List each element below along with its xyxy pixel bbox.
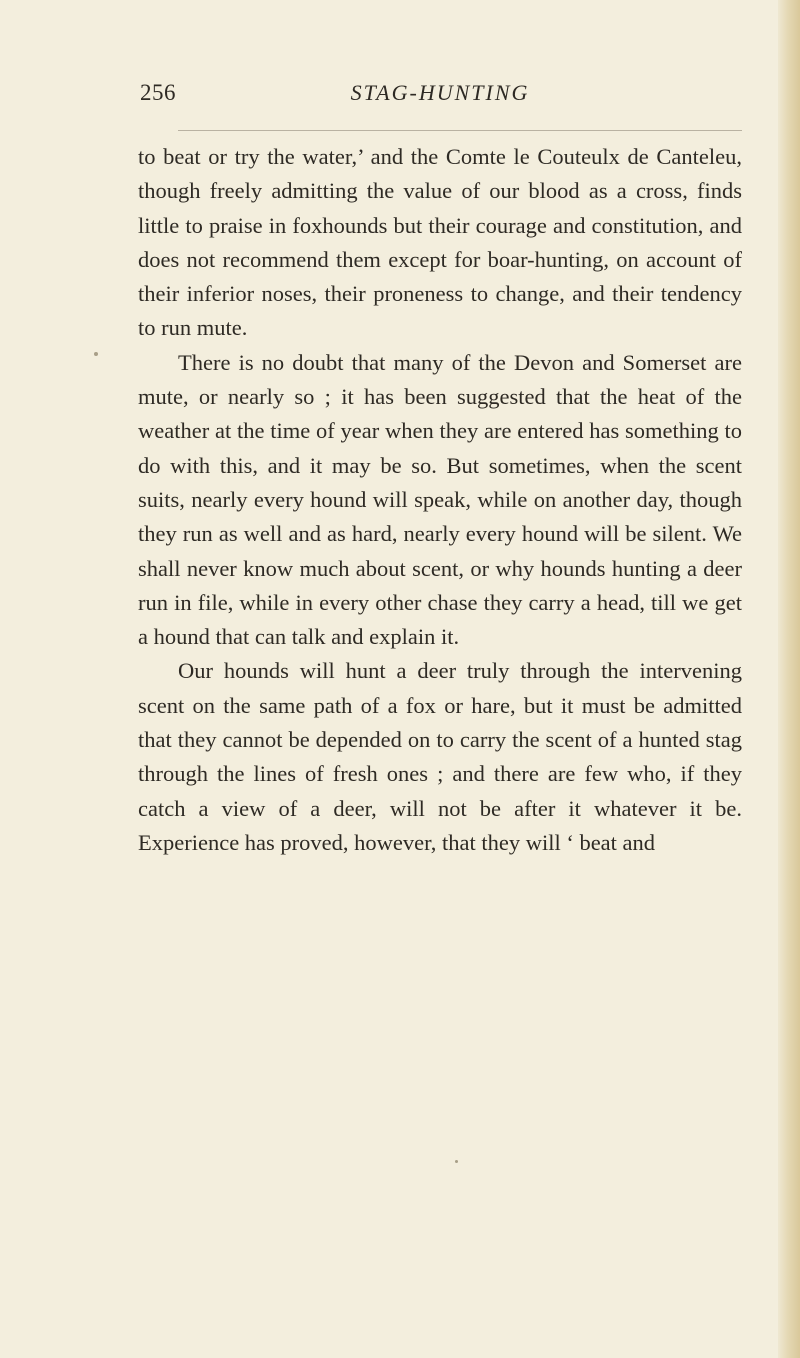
header-rule (178, 130, 742, 131)
paragraph-mute-hounds: There is no doubt that many of the Devon and Somerset are mute, or nearly so ; it has been suggested that the heat of the weather at the time of year when they are entered has something to do with this, and it may be so. But sometimes, when the scent suits, nearly every hound will speak, while on another day, though they run as well and as hard, nearly every hound will be silent. We shall never know much about scent, or why hounds hunting a deer run in file, while in every other chase they carry a head, till we get a hound that can talk and explain it. (138, 349, 742, 650)
body-text (138, 140, 742, 860)
page-header (140, 80, 740, 120)
paper-speck (94, 352, 98, 356)
page-number: 256 (140, 80, 176, 105)
page-edge-shadow (778, 0, 800, 1358)
paragraph-continued: to beat or try the water,’ and the Comte le Couteulx de Canteleu, though freely admitting the value of our blood as a cross, finds little to praise in foxhounds but their courage and constitution, and does not recommend them except for boar-hunting, on account of their inferior noses, their proneness to change, and their tendency to run mute. (138, 144, 742, 341)
paragraph-hunting-deer: Our hounds will hunt a deer truly through the intervening scent on the same path of a fox or hare, but it must be admitted that they cannot be depended on to carry the scent of a hunted stag through the lines of fresh ones ; and there are few who, if they catch a view of a deer, will not be after it whatever it be. Experience has proved, however, that they will ‘ beat and (138, 658, 742, 855)
paper-speck (455, 1160, 458, 1163)
running-head: STAG-HUNTING (350, 80, 530, 105)
